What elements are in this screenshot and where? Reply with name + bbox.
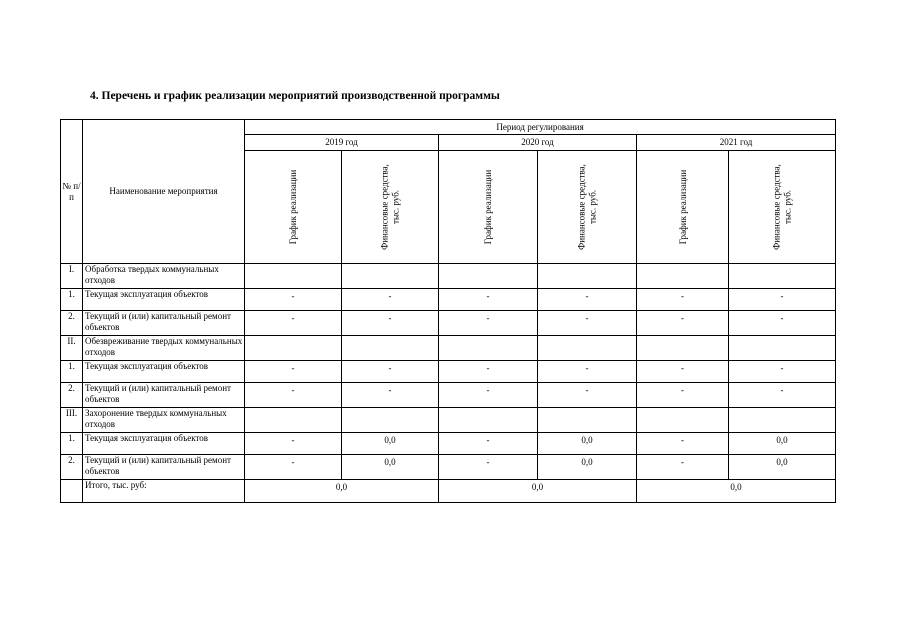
header-schedule-2021: График реализации xyxy=(637,151,729,264)
total-2020: 0,0 xyxy=(439,480,637,503)
table-row: 2. Текущий и (или) капитальный ремонт объектов - - - - - - xyxy=(61,383,836,408)
table-row-section-2: II. Обезвреживание твердых коммунальных отходов xyxy=(61,336,836,361)
table-row-section-1: I. Обработка твердых коммунальных отходов xyxy=(61,264,836,289)
header-finance-2019: Финансовые средства, тыс. руб. xyxy=(342,151,439,264)
total-row xyxy=(61,480,836,503)
table-row: 1. Текущая эксплуатация объектов - - - - - - xyxy=(61,361,836,383)
header-period: Период регулирования xyxy=(245,120,836,135)
table-row: 2. Текущий и (или) капитальный ремонт объектов - - - - - - xyxy=(61,311,836,336)
header-year-2021: 2021 год xyxy=(637,135,836,151)
header-finance-2021: Финансовые средства, тыс. руб. xyxy=(729,151,836,264)
header-schedule-2020: График реализации xyxy=(439,151,538,264)
header-name: Наименование мероприятия xyxy=(83,120,245,264)
header-year-2020: 2020 год xyxy=(439,135,637,151)
section-title: 4. Перечень и график реализации мероприятий производственной программы xyxy=(90,90,500,102)
header-year-2019: 2019 год xyxy=(245,135,439,151)
total-2019: 0,0 xyxy=(245,480,439,503)
table-row-section-3: III. Захоронение твердых коммунальных отходов xyxy=(61,408,836,433)
total-2021: 0,0 xyxy=(637,480,836,503)
table-row: 2. Текущий и (или) капитальный ремонт объектов - 0,0 - 0,0 - 0,0 xyxy=(61,455,836,480)
table-row: 1. Текущая эксплуатация объектов - - - - - - xyxy=(61,289,836,311)
total-label: Итого, тыс. руб: xyxy=(83,480,245,503)
program-table xyxy=(60,119,836,503)
header-finance-2020: Финансовые средства, тыс. руб. xyxy=(538,151,637,264)
header-schedule-2019: График реализации xyxy=(245,151,342,264)
table-row: 1. Текущая эксплуатация объектов - 0,0 - 0,0 - 0,0 xyxy=(61,433,836,455)
header-num: № п/п xyxy=(61,120,83,264)
